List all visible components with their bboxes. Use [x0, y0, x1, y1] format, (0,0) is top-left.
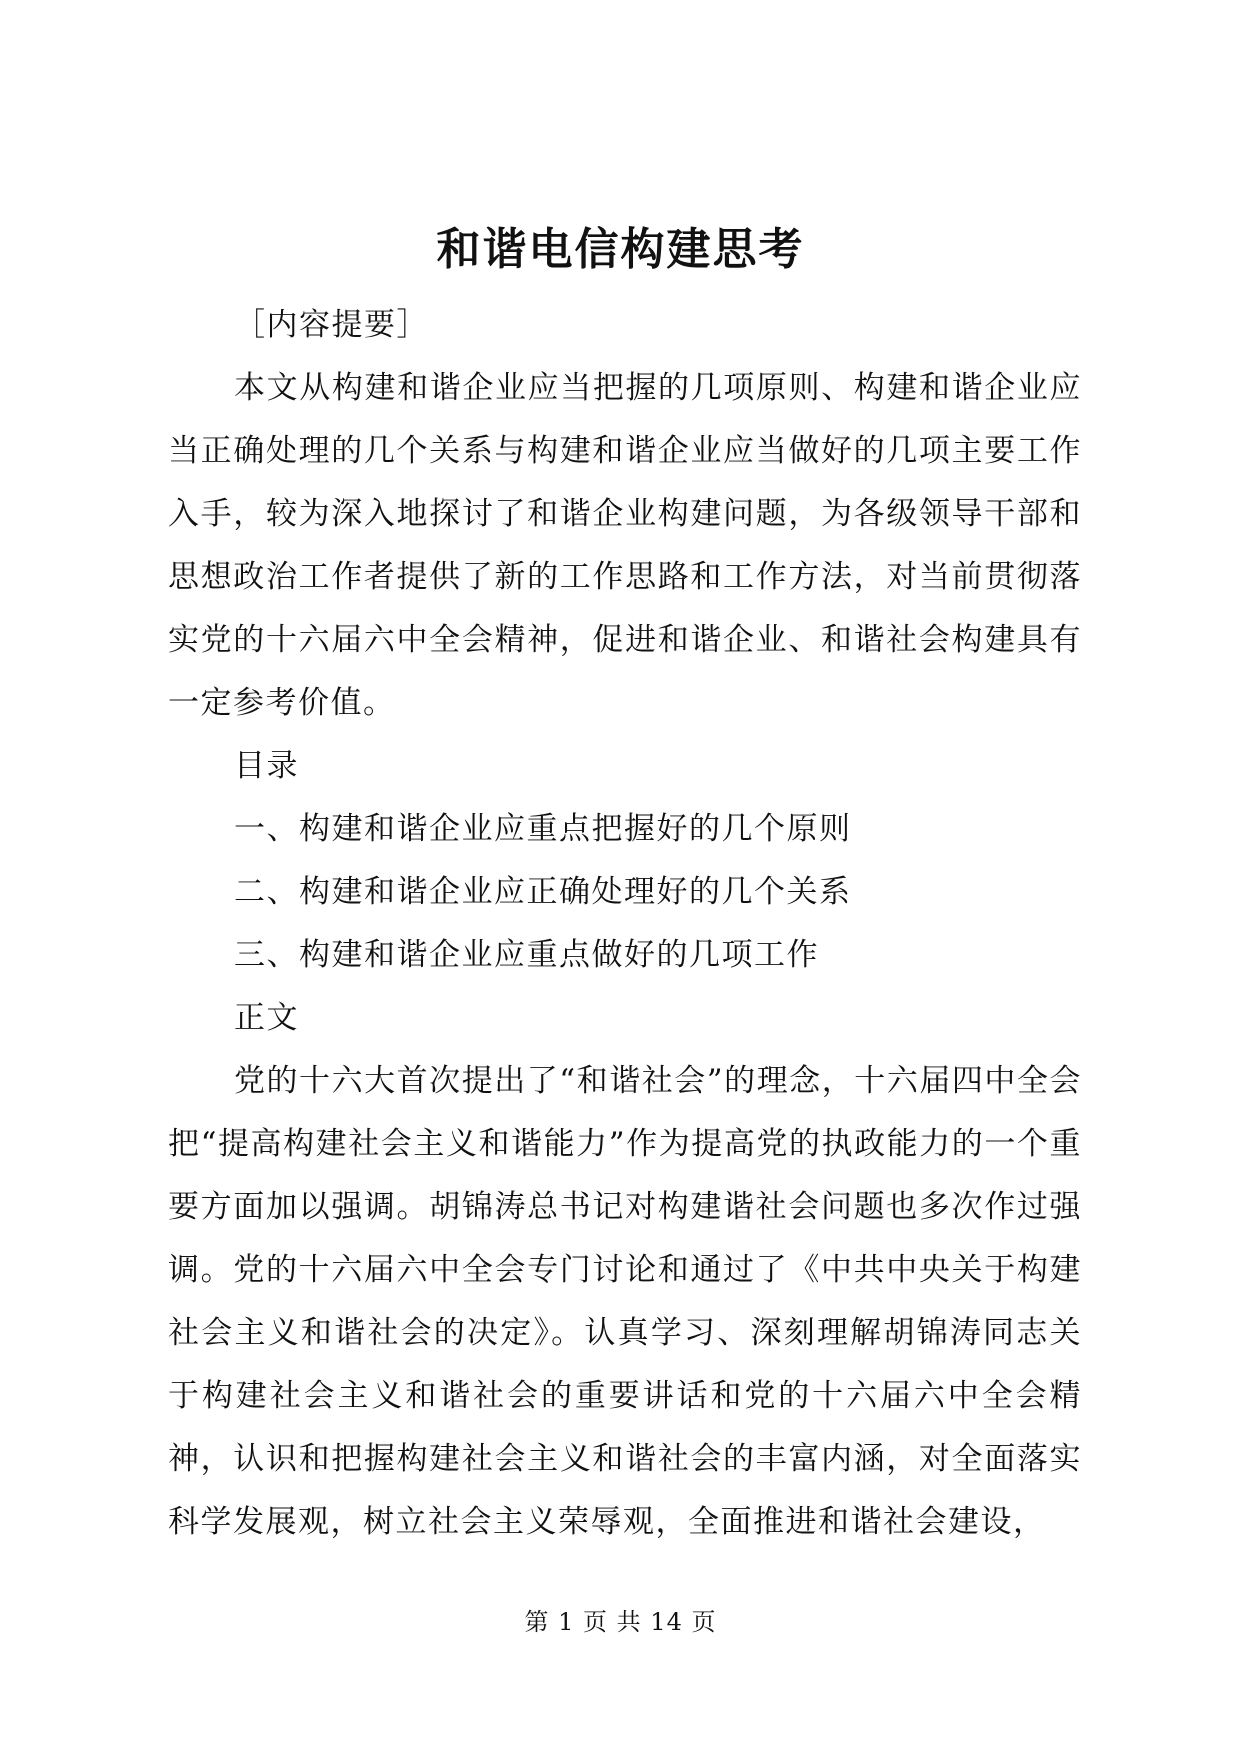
main-text-heading: 正文	[234, 1000, 299, 1036]
abstract-paragraph: 本文从构建和谐企业应当把握的几项原则、构建和谐企业应当正确处理的几个关系与构建和谐企业应当做好的几项主要工作入手，较为深入地探讨了和谐企业构建问题，为各级领导干部和思想政治工作者提供了新的工作思路和工作方法，对当前贯彻落实党的十六届六中全会精神，促进和谐企业、和谐社会构建具有一定参考价值。	[168, 370, 1082, 721]
document-title: 和谐电信构建思考	[436, 224, 805, 275]
body-paragraph: 党的十六大首次提出了“和谐社会”的理念，十六届四中全会把“提高构建社会主义和谐能力”作为提高党的执政能力的一个重要方面加以强调。胡锦涛总书记对构建谐社会问题也多次作过强调。党的十六届六中全会专门讨论和通过了《中共中央关于构建社会主义和谐社会的决定》。认真学习、深刻理解胡锦涛同志关于构建社会主义和谐社会的重要讲话和党的十六届六中全会精神，认识和把握构建社会主义和谐社会的丰富内涵，对全面落实科学发展观，树立社会主义荣辱观，全面推进和谐社会建设，	[168, 1063, 1082, 1540]
abstract-heading: ［内容提要］	[234, 307, 429, 343]
document-body	[168, 294, 1082, 1554]
toc-heading: 目录	[234, 748, 299, 784]
toc-item-3: 三、构建和谐企业应重点做好的几项工作	[234, 937, 819, 973]
toc-item-2: 二、构建和谐企业应正确处理好的几个关系	[234, 874, 852, 910]
page-number-footer: 第 1 页 共 14 页	[524, 1608, 717, 1636]
toc-item-1: 一、构建和谐企业应重点把握好的几个原则	[234, 811, 852, 847]
